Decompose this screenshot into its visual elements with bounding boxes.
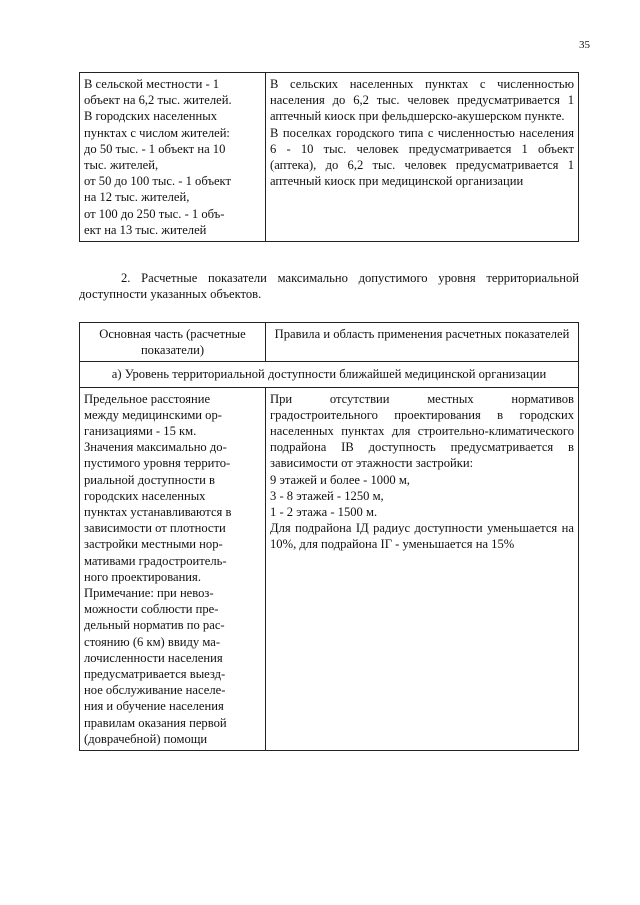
rules-paragraph: В сельских населенных пунктах с численностью населения до 6,2 тыс. человек предусматривается 1 аптечный киоск при фельдшерско-акушерском пункте. bbox=[270, 77, 574, 124]
rules-intro: При отсутствии местных нормативов градостроительного проектирования в городских населенных пунктах для строительно-климатического подрайона IВ доступность предусматривается в зависимости от этажности застройки: bbox=[270, 391, 574, 471]
text-line: ект на 13 тыс. жителей bbox=[84, 222, 207, 237]
header-left: Основная часть (расчетные показатели) bbox=[80, 323, 266, 362]
text-line: риальной доступности в bbox=[84, 472, 215, 487]
text-line: Примечание: при невоз- bbox=[84, 586, 214, 601]
text-line: (доврачебной) помощи bbox=[84, 731, 208, 746]
rules-cell bbox=[266, 73, 579, 242]
text-line: от 50 до 100 тыс. - 1 объект bbox=[84, 174, 232, 189]
text-line: дельный норматив по рас- bbox=[84, 618, 225, 633]
table-row bbox=[80, 387, 579, 750]
page-number: 35 bbox=[579, 39, 590, 51]
text-line: предусматривается выезд- bbox=[84, 667, 226, 682]
rules-item: 3 - 8 этажей - 1250 м, bbox=[270, 488, 384, 503]
text-line: ния и обучение населения bbox=[84, 699, 224, 714]
text-line: между медицинскими ор- bbox=[84, 407, 222, 422]
text-line: Предельное расстояние bbox=[84, 391, 211, 406]
text-line: городских населенных bbox=[84, 488, 206, 503]
header-right: Правила и область применения расчетных показателей bbox=[266, 323, 579, 362]
text-line: правилам оказания первой bbox=[84, 715, 227, 730]
section-paragraph: 2. Расчетные показатели максимально допустимого уровня территориальной доступности указанных объектов. bbox=[79, 271, 579, 302]
text-line: пунктах устанавливаются в bbox=[84, 505, 232, 520]
rules-note: Для подрайона IД радиус доступности уменьшается на 10%, для подрайона IГ - уменьшается на 15% bbox=[270, 521, 574, 552]
text-line: зависимости от плотности bbox=[84, 521, 226, 536]
text-line: ное обслуживание населе- bbox=[84, 683, 226, 698]
text-line: пустимого уровня террито- bbox=[84, 456, 231, 471]
text-line: тыс. жителей, bbox=[84, 158, 159, 173]
norms-cell bbox=[80, 73, 266, 242]
text-line: В сельской местности - 1 bbox=[84, 77, 220, 91]
text-line: ганизациями - 15 км. bbox=[84, 424, 197, 439]
text-line: лочисленности населения bbox=[84, 650, 223, 665]
text-line: ного проектирования. bbox=[84, 569, 201, 584]
table-section-row bbox=[80, 362, 579, 387]
text-line: застройки местными нор- bbox=[84, 537, 223, 552]
text-line: мативами градостроитель- bbox=[84, 553, 227, 568]
text-line: В городских населенных bbox=[84, 109, 218, 124]
rules-paragraph: В поселках городского типа с численностью населения 6 - 10 тыс. человек предусматривается 1 объект (аптека), до 6,2 тыс. человек предусматривается 1 аптечный киоск при медицинской организации bbox=[270, 125, 574, 189]
rules-cell bbox=[266, 387, 579, 750]
table-row bbox=[80, 73, 579, 242]
text-line: от 100 до 250 тыс. - 1 объ- bbox=[84, 206, 225, 221]
text-line: стоянию (6 км) ввиду ма- bbox=[84, 634, 221, 649]
rules-item: 9 этажей и более - 1000 м, bbox=[270, 472, 410, 487]
text-line: пунктах с числом жителей: bbox=[84, 125, 230, 140]
indicators-cell bbox=[80, 387, 266, 750]
rules-item: 1 - 2 этажа - 1500 м. bbox=[270, 505, 378, 520]
section-title: а) Уровень территориальной доступности ближайшей медицинской организации bbox=[80, 362, 579, 387]
text-line: Значения максимально до- bbox=[84, 440, 227, 455]
accessibility-table bbox=[79, 322, 579, 751]
pharmacy-norms-table bbox=[79, 72, 579, 242]
text-line: на 12 тыс. жителей, bbox=[84, 190, 190, 205]
text-line: до 50 тыс. - 1 объект на 10 bbox=[84, 141, 226, 156]
text-line: можности соблюсти пре- bbox=[84, 602, 219, 617]
table-header-row bbox=[80, 323, 579, 362]
text-line: объект на 6,2 тыс. жителей. bbox=[84, 93, 232, 108]
